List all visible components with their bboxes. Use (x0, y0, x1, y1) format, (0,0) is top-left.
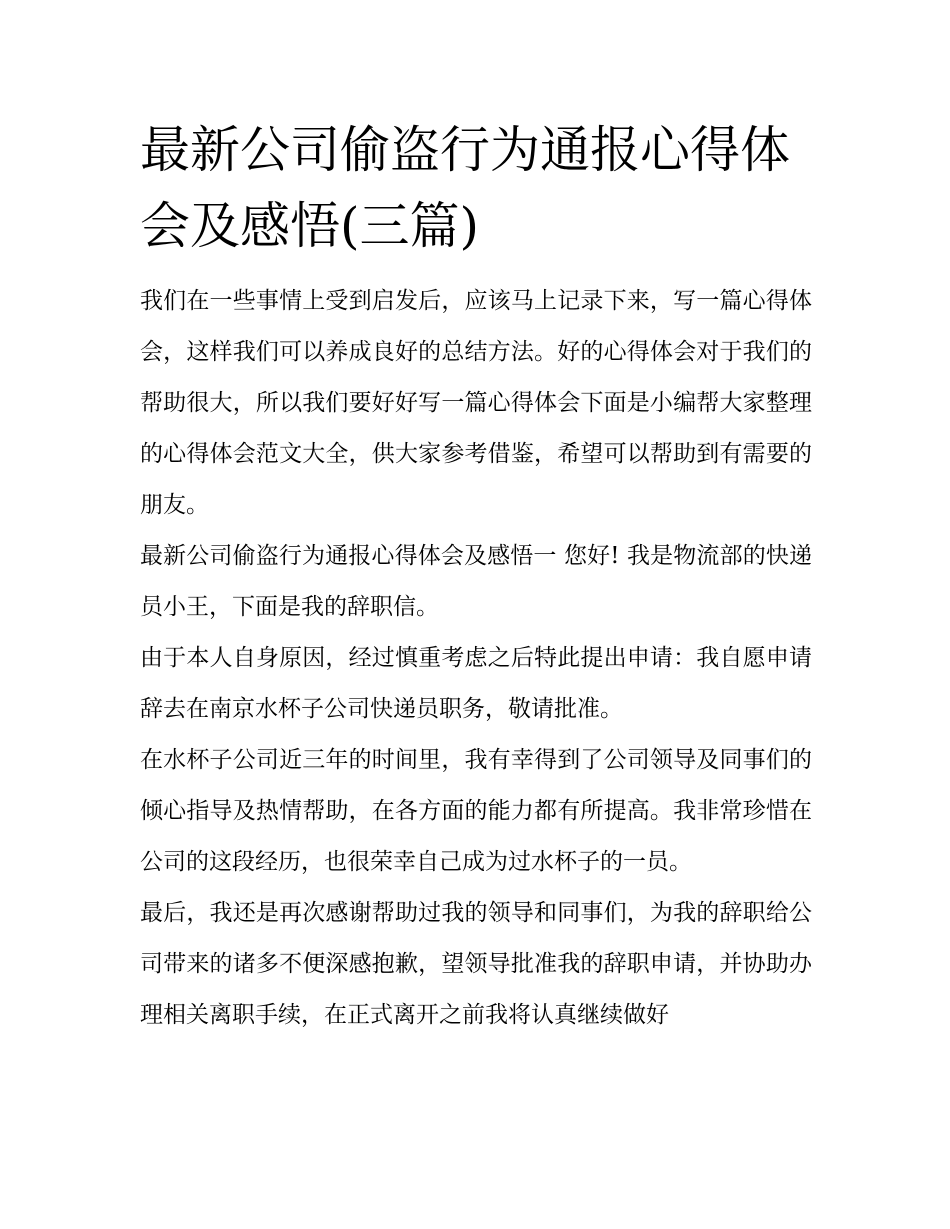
document-title: 最新公司偷盗行为通报心得体会及感悟(三篇) (140, 121, 790, 255)
paragraph-experience: 在水杯子公司近三年的时间里，我有幸得到了公司领导及同事们的倾心指导及热情帮助，在各方面的能力都有所提高。我非常珍惜在公司的这段经历，也很荣幸自己成为过水杯子的一员。 (140, 747, 812, 875)
paragraph-closing: 最后，我还是再次感谢帮助过我的领导和同事们，为我的辞职给公司带来的诸多不便深感抱歉，望领导批准我的辞职申请，并协助办理相关离职手续，在正式离开之前我将认真继续做好 (140, 900, 812, 1028)
paragraph-greeting: 最新公司偷盗行为通报心得体会及感悟一 您好! 我是物流部的快递员小王，下面是我的辞职信。 (140, 543, 812, 620)
paragraph-intro: 我们在一些事情上受到启发后，应该马上记录下来，写一篇心得体会，这样我们可以养成良好的总结方法。好的心得体会对于我们的帮助很大，所以我们要好好写一篇心得体会下面是小编帮大家整理的心得体会范文大全，供大家参考借鉴，希望可以帮助到有需要的朋友。 (140, 288, 812, 518)
document-page (140, 112, 812, 1041)
paragraph-resignation-request: 由于本人自身原因，经过慎重考虑之后特此提出申请：我自愿申请辞去在南京水杯子公司快递员职务，敬请批准。 (140, 645, 812, 722)
